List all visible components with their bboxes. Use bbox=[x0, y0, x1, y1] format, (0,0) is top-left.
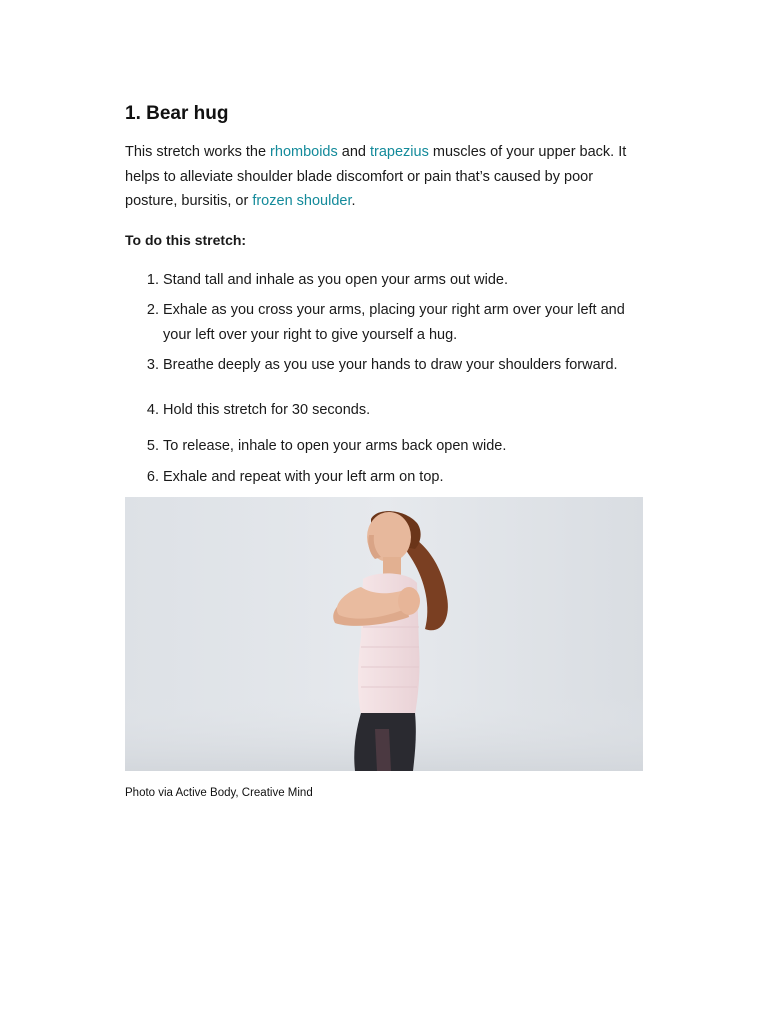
intro-text-4: . bbox=[351, 193, 356, 209]
hand-on-shoulder bbox=[398, 587, 420, 615]
woman-stretching-illustration bbox=[125, 497, 643, 771]
step-item: 5. To release, inhale to open your arms back open wide. bbox=[163, 434, 645, 459]
intro-paragraph bbox=[125, 140, 645, 214]
photo-caption: Photo via Active Body, Creative Mind bbox=[125, 787, 313, 799]
step-item: 4. Hold this stretch for 30 seconds. bbox=[163, 398, 645, 423]
leggings-mesh bbox=[375, 729, 391, 771]
intro-text-2: and bbox=[337, 144, 370, 160]
step-item: 6. Exhale and repeat with your left arm on top. bbox=[163, 465, 645, 490]
frozen-shoulder-link[interactable]: frozen shoulder bbox=[252, 193, 352, 209]
article-section bbox=[125, 100, 645, 495]
steps-list bbox=[125, 268, 645, 490]
step-item: 1. Stand tall and inhale as you open your arms out wide. bbox=[163, 268, 645, 293]
bear-hug-photo bbox=[125, 497, 643, 771]
step-item: 3. Breathe deeply as you use your hands to draw your shoulders forward. bbox=[163, 353, 645, 378]
step-item: 2. Exhale as you cross your arms, placing your right arm over your left and your left over your right to give yourself a hug. bbox=[163, 298, 645, 347]
intro-text-3: muscles of your upper back. It helps to alleviate shoulder blade discomfort or pain that’s caused by poor posture, bursitis, or bbox=[125, 144, 627, 209]
intro-text-1: This stretch works the bbox=[125, 144, 271, 160]
rhomboids-link[interactable]: rhomboids bbox=[270, 144, 338, 160]
trapezius-link[interactable]: trapezius bbox=[370, 144, 429, 160]
howto-label: To do this stretch: bbox=[125, 231, 247, 248]
section-heading: 1. Bear hug bbox=[125, 103, 229, 124]
